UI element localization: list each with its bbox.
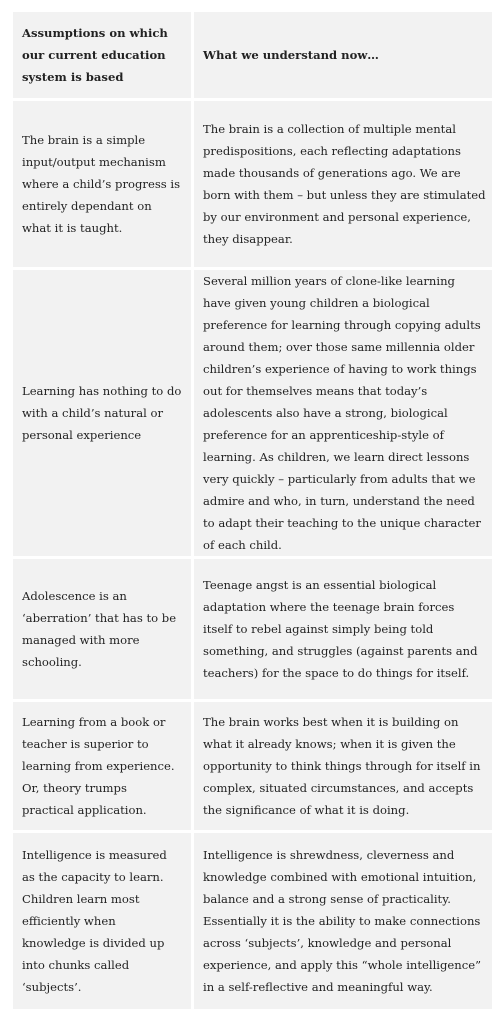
assumption-cell: Adolescence is an ‘aberration’ that has to be managed with more schooling. [13, 559, 191, 699]
table-row [13, 101, 492, 267]
table-row [13, 702, 492, 830]
understanding-cell: The brain works best when it is building on what it already knows; when it is given the opportunity to think things through for itself in complex, situated circumstances, and accepts the significance of what it is doing. [194, 702, 492, 830]
understanding-cell: The brain is a collection of multiple mental predispositions, each reflecting adaptations made thousands of generations ago. We are born with them – but unless they are stimulated by our environment and personal experience, they disappear. [194, 101, 492, 267]
table-row [13, 833, 492, 1009]
table-header-row [13, 12, 492, 98]
comparison-table [10, 9, 495, 1012]
assumption-cell: The brain is a simple input/output mechanism where a child’s progress is entirely dependant on what it is taught. [13, 101, 191, 267]
header-understanding: What we understand now… [194, 12, 492, 98]
assumption-cell: Learning has nothing to do with a child’s natural or personal experience [13, 270, 191, 556]
understanding-cell: Teenage angst is an essential biological adaptation where the teenage brain forces itself to rebel against simply being told something, and struggles (against parents and teachers) for the space to do things for itself. [194, 559, 492, 699]
assumption-cell: Learning from a book or teacher is superior to learning from experience. Or, theory trumps practical application. [13, 702, 191, 830]
table-row [13, 270, 492, 556]
understanding-cell: Intelligence is shrewdness, cleverness and knowledge combined with emotional intuition, balance and a strong sense of practicality. Essentially it is the ability to make connections across ‘subjects’, knowledge and personal experience, and apply this “whole intelligence” in a self-reflective and meaningful way. [194, 833, 492, 1009]
understanding-cell: Several million years of clone-like learning have given young children a biological preference for learning through copying adults around them; over those same millennia older children’s experience of having to work things out for themselves means that today’s adolescents also have a strong, biological preference for an apprenticeship-style of learning. As children, we learn direct lessons very quickly – particularly from adults that we admire and who, in turn, understand the need to adapt their teaching to the unique character of each child. [194, 270, 492, 556]
table-row [13, 559, 492, 699]
assumption-cell: Intelligence is measured as the capacity to learn. Children learn most efficiently when knowledge is divided up into chunks called ‘subjects’. [13, 833, 191, 1009]
header-assumptions: Assumptions on which our current education system is based [13, 12, 191, 98]
